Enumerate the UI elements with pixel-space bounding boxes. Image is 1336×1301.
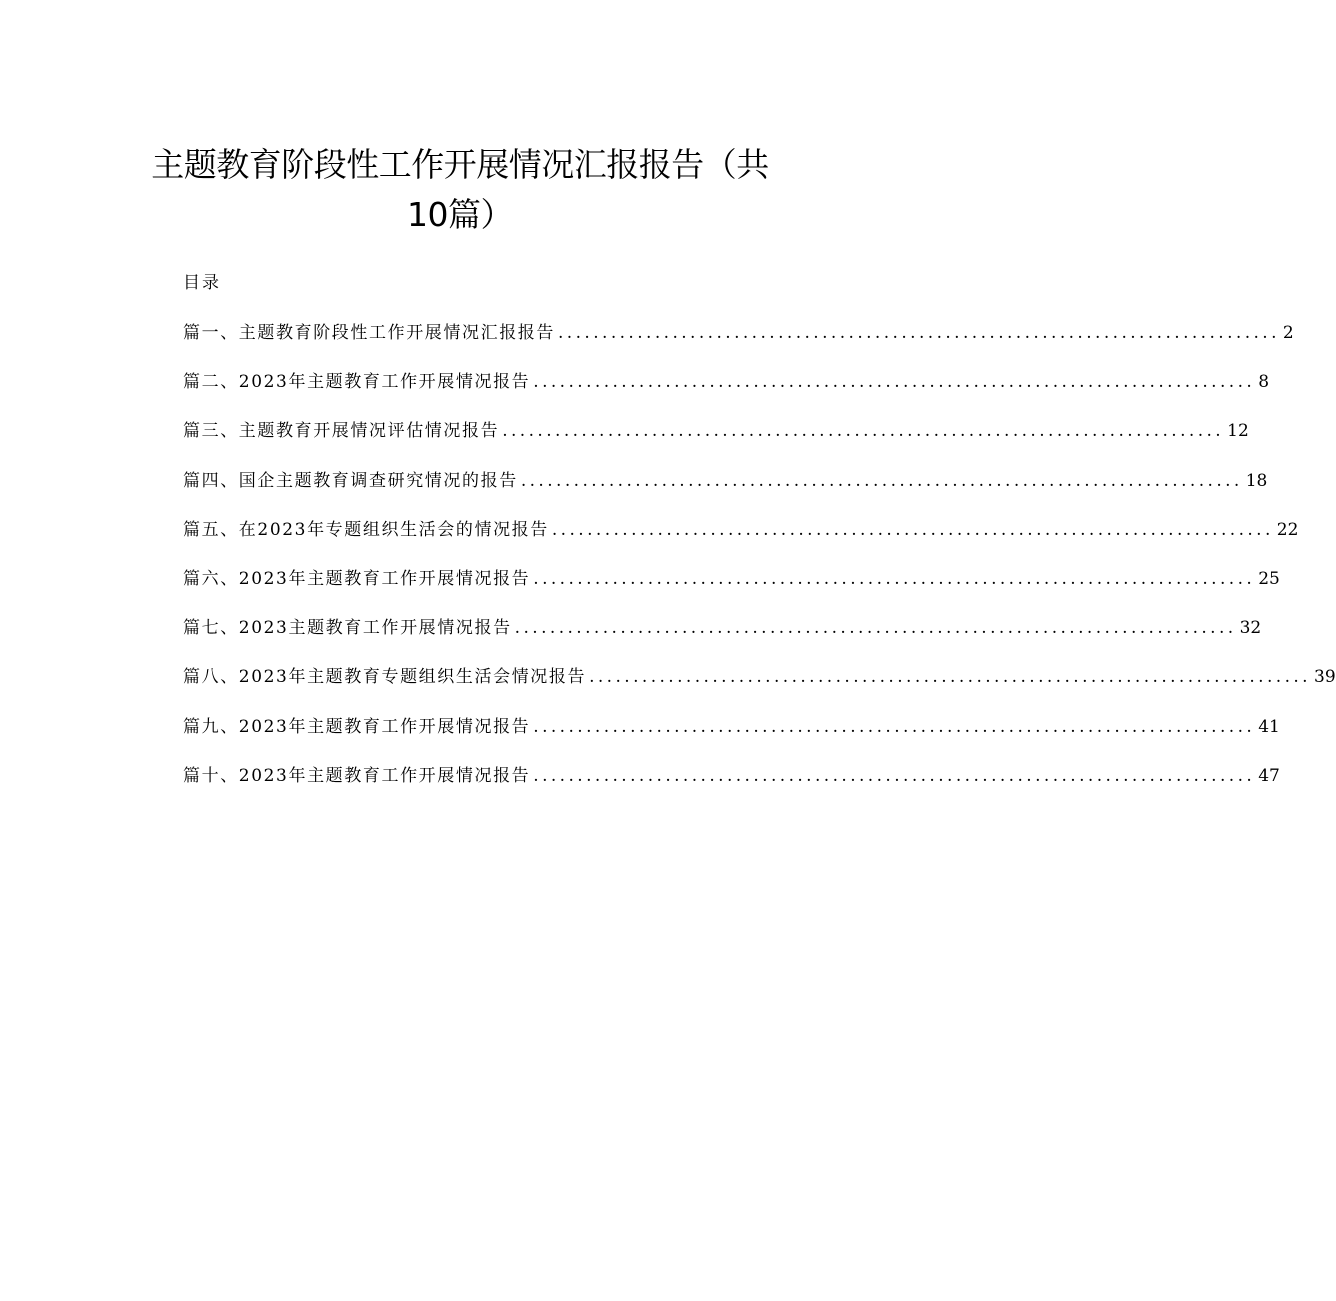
toc-item-4[interactable] (183, 469, 1268, 518)
toc-item-2[interactable] (183, 370, 1270, 419)
toc-dot-leader: .................................................................................. (558, 323, 1280, 343)
document-title-line-2: 10篇） (407, 195, 513, 234)
toc-item-page-number: 12 (1227, 421, 1249, 442)
toc-item-label: 篇十、2023年主题教育工作开展情况报告 (183, 765, 531, 786)
toc-item-9[interactable] (183, 715, 1280, 764)
toc-item-page-number: 32 (1239, 618, 1262, 639)
toc-dot-leader: .................................................................................. (589, 667, 1311, 688)
toc-dot-leader: .................................................................................. (520, 470, 1243, 491)
toc-item-page-number: 2 (1282, 323, 1294, 343)
toc-dot-leader: .................................................................................. (551, 519, 1274, 540)
toc-item-7[interactable] (183, 616, 1262, 665)
toc-dot-leader: .................................................................................. (533, 765, 1256, 786)
toc-item-page-number: 41 (1258, 716, 1280, 737)
toc-item-page-number: 25 (1258, 568, 1280, 589)
toc-item-page-number: 47 (1258, 765, 1280, 786)
toc-item-3[interactable] (183, 419, 1249, 468)
toc-item-page-number: 18 (1245, 470, 1268, 491)
toc-dot-leader: .................................................................................. (502, 421, 1225, 442)
toc-dot-leader: .................................................................................. (514, 618, 1237, 639)
toc-dot-leader: .................................................................................. (533, 716, 1256, 737)
toc-item-label: 篇七、2023主题教育工作开展情况报告 (183, 618, 512, 639)
toc-item-page-number: 22 (1276, 519, 1299, 540)
toc-heading: 目录 (183, 273, 221, 293)
toc-item-10[interactable] (183, 764, 1280, 813)
toc-item-page-number: 8 (1258, 372, 1270, 393)
toc-item-label: 篇四、国企主题教育调查研究情况的报告 (183, 470, 518, 491)
toc-item-8[interactable] (183, 665, 1336, 714)
toc-dot-leader: .................................................................................. (533, 372, 1256, 393)
table-of-contents (183, 321, 1336, 813)
toc-item-label: 篇八、2023年主题教育专题组织生活会情况报告 (183, 667, 587, 688)
toc-item-label: 篇三、主题教育开展情况评估情况报告 (183, 421, 500, 442)
document-title (130, 140, 790, 240)
toc-item-1[interactable] (183, 321, 1294, 370)
toc-item-6[interactable] (183, 567, 1280, 616)
toc-item-5[interactable] (183, 518, 1299, 567)
toc-item-label: 篇一、主题教育阶段性工作开展情况汇报报告 (183, 323, 555, 343)
toc-item-page-number: 39 (1314, 667, 1336, 688)
toc-item-label: 篇九、2023年主题教育工作开展情况报告 (183, 716, 531, 737)
toc-item-label: 篇五、在2023年专题组织生活会的情况报告 (183, 519, 549, 540)
document-title-line-1: 主题教育阶段性工作开展情况汇报报告（共 (151, 145, 769, 184)
toc-item-label: 篇六、2023年主题教育工作开展情况报告 (183, 568, 531, 589)
toc-dot-leader: .................................................................................. (533, 568, 1256, 589)
toc-item-label: 篇二、2023年主题教育工作开展情况报告 (183, 372, 531, 393)
